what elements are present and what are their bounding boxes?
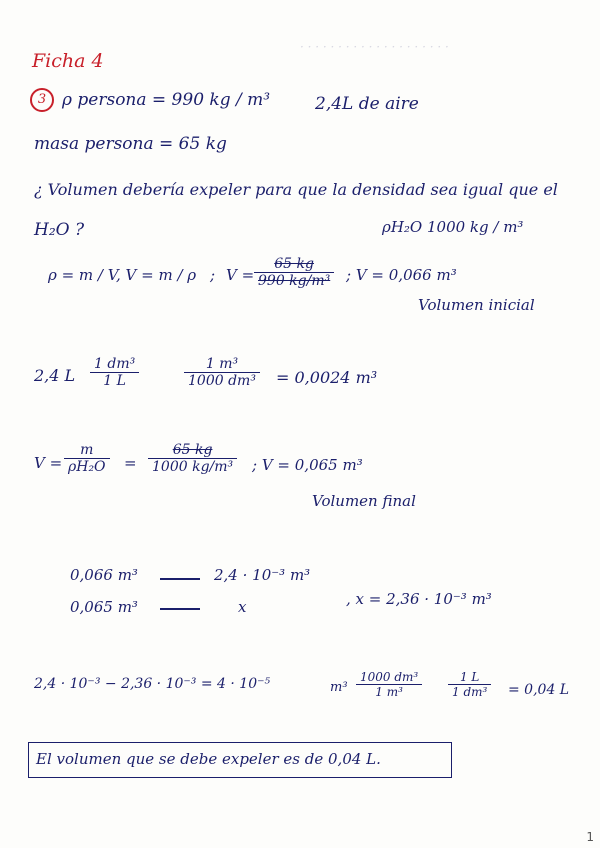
- rule-row2-right: x: [238, 598, 247, 616]
- fraction-numerator: 1000 dm³: [360, 670, 419, 684]
- rule-row2-left: 0,065 m³: [70, 598, 138, 616]
- initial-volume-note: Volumen inicial: [418, 296, 535, 314]
- rule-row2-dash: [160, 608, 200, 610]
- fraction-denominator: 1000 kg/m³: [152, 459, 234, 475]
- fraction-denominator: 1 dm³: [452, 685, 488, 699]
- mass-person: masa persona = 65 kg: [34, 134, 227, 154]
- mass-over-density-fraction: [64, 442, 110, 475]
- fraction-numerator: 1 m³: [205, 356, 239, 372]
- density-person: ρ persona = 990 kg / m³: [62, 90, 271, 110]
- air-volume-m3-result: = 0,0024 m³: [276, 368, 378, 387]
- fraction-denominator: 1 m³: [375, 685, 403, 699]
- dm3-to-m3-fraction: [184, 356, 260, 389]
- final-volume-eq-label: V =: [34, 454, 63, 472]
- fraction-numerator: 1 L: [459, 670, 480, 684]
- fraction-denominator: 1000 dm³: [188, 373, 256, 389]
- problem-number: 3: [30, 88, 54, 112]
- rule-row1-dash: [160, 578, 200, 580]
- air-volume: 2,4L de aire: [315, 94, 419, 114]
- rule-result: , x = 2,36 · 10⁻³ m³: [346, 590, 492, 608]
- question-text: ¿ Volumen debería expeler para que la densidad sea igual que el: [34, 180, 558, 199]
- semicolon: ;: [210, 266, 216, 284]
- volume-formula: , V = m / ρ: [116, 266, 197, 284]
- fraction-numerator: 65 kg: [274, 256, 314, 272]
- equals-sign: =: [124, 454, 137, 472]
- answer-text: El volumen que se debe expeler es de 0,04 L.: [36, 750, 381, 768]
- initial-volume-result: ; V = 0,066 m³: [346, 266, 457, 284]
- fraction-denominator: 990 kg/m³: [258, 273, 331, 289]
- question-h2o: H₂O ?: [34, 220, 85, 240]
- fraction-numerator: 1 dm³: [94, 356, 136, 372]
- density-formula: ρ = m / V: [48, 266, 119, 284]
- liter-to-dm3-fraction: [90, 356, 139, 389]
- fraction-denominator: 1 L: [103, 373, 126, 389]
- difference-unit: m³: [330, 680, 348, 695]
- final-volume-fraction: [148, 442, 237, 475]
- fraction-denominator: ρH₂O: [68, 459, 106, 475]
- volume-eq-label: V =: [226, 266, 255, 284]
- dm3-to-liter-fraction: [448, 670, 491, 699]
- page-number: 1: [586, 830, 594, 844]
- final-volume-note: Volumen final: [312, 492, 416, 510]
- initial-volume-fraction: [254, 256, 334, 289]
- page-title: Ficha 4: [32, 50, 104, 72]
- fraction-numerator: m: [80, 442, 94, 458]
- final-volume-result: ; V = 0,065 m³: [252, 456, 363, 474]
- m3-to-dm3-fraction: [356, 670, 422, 699]
- water-density: ρH₂O 1000 kg / m³: [382, 218, 524, 236]
- rule-row1-right: 2,4 · 10⁻³ m³: [214, 566, 311, 584]
- rule-row1-left: 0,066 m³: [70, 566, 138, 584]
- show-through-text: · · · · · · · · · · · · · · · · · · · ·: [300, 40, 449, 54]
- liters-value: 2,4 L: [34, 366, 76, 385]
- fraction-numerator: 65 kg: [172, 442, 213, 458]
- volume-difference: 2,4 · 10⁻³ − 2,36 · 10⁻³ = 4 · 10⁻⁵: [34, 676, 271, 692]
- liters-result: = 0,04 L: [508, 682, 570, 698]
